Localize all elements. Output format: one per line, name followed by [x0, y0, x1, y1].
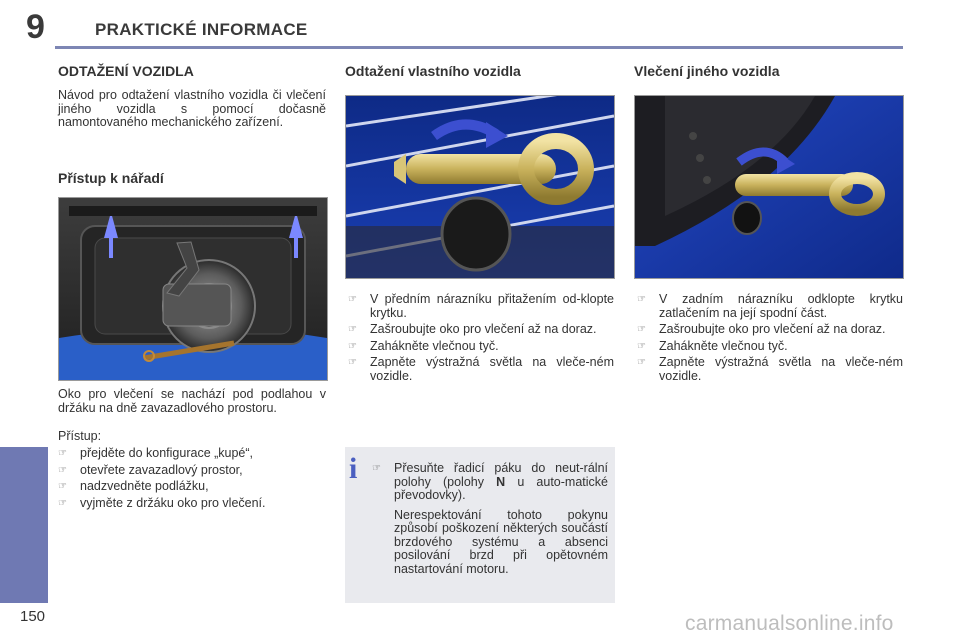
- hand-pointer-icon: ☞: [58, 464, 67, 476]
- trunk-illustration: [59, 198, 327, 380]
- hand-pointer-icon: ☞: [58, 497, 67, 509]
- header-rule: [55, 46, 903, 49]
- intro-paragraph: Návod pro odtažení vlastního vozidla či vlečení jiného vozidla s pomocí dočasně namontovaného mechanického zařízení.: [58, 88, 326, 129]
- hand-pointer-icon: ☞: [348, 340, 357, 352]
- list-item: ☞ Zapněte výstražná světla na vleče-ném vozidle.: [637, 355, 903, 383]
- hand-pointer-icon: ☞: [58, 481, 67, 492]
- access-label: Přístup:: [58, 429, 102, 443]
- hand-pointer-icon: ☞: [372, 463, 381, 474]
- hand-pointer-icon: ☞: [637, 340, 646, 352]
- front-bumper-illustration: [346, 96, 614, 278]
- info-list: [372, 462, 608, 503]
- section-title-own-vehicle: Odtažení vlastního vozidla: [345, 63, 521, 79]
- trunk-photo: [58, 197, 328, 381]
- info-content: [372, 462, 608, 576]
- hand-pointer-icon: ☞: [637, 357, 646, 368]
- gear-instruction: Přesuňte řadicí páku do neut-rální polohy (polohy N u auto-matické převodovky).: [394, 461, 608, 502]
- access-steps-list: [58, 447, 326, 513]
- location-paragraph: Oko pro vlečení se nachází pod podlahou v držáku na dně zavazadlového prostoru.: [58, 387, 326, 415]
- watermark: carmanualsonline.info: [685, 612, 894, 635]
- chapter-number: 9: [26, 8, 45, 46]
- front-bumper-photo: [345, 95, 615, 279]
- rear-bumper-photo: [634, 95, 904, 279]
- section-title-other-vehicle: Vlečení jiného vozidla: [634, 63, 780, 79]
- list-item: ☞ Zapněte výstražná světla na vleče-ném vozidle.: [348, 355, 614, 383]
- info-warning: Nerespektování tohoto pokynu způsobí poškození některých součástí brzdového systému a absenci posilování brzd při opětovném nastartování motoru.: [394, 507, 608, 576]
- page-number: 150: [20, 608, 46, 625]
- list-item: ☞ přejděte do konfigurace „kupé“,: [58, 446, 254, 460]
- chapter-side-tab: [0, 447, 48, 603]
- list-item: ☞ V zadním nárazníku odklopte krytku zatlačením na její spodní část.: [637, 292, 903, 320]
- list-item: ☞ Zahákněte vlečnou tyč.: [637, 338, 788, 353]
- list-item: ☞ otevřete zavazadlový prostor,: [58, 462, 243, 477]
- hand-pointer-icon: ☞: [348, 357, 357, 368]
- hand-pointer-icon: ☞: [637, 294, 646, 305]
- hand-pointer-icon: ☞: [58, 448, 67, 459]
- hand-pointer-icon: ☞: [348, 324, 357, 335]
- hand-pointer-icon: ☞: [348, 294, 357, 305]
- list-item: ☞ V předním nárazníku přitažením od-klopte krytku.: [348, 292, 614, 320]
- gear-position-n: N: [496, 474, 506, 489]
- hand-pointer-icon: ☞: [637, 324, 646, 335]
- list-item: ☞ Zahákněte vlečnou tyč.: [348, 338, 499, 353]
- list-item: [372, 462, 608, 503]
- info-icon: i: [349, 452, 358, 485]
- list-item: ☞ vyjměte z držáku oko pro vlečení.: [58, 495, 266, 510]
- list-item: ☞ Zašroubujte oko pro vlečení až na doraz.: [348, 322, 597, 336]
- rear-bumper-illustration: [635, 96, 903, 278]
- section-title-towing: ODTAŽENÍ VOZIDLA: [58, 63, 194, 79]
- list-item: ☞ nadzvedněte podlážku,: [58, 479, 209, 493]
- rear-steps-list: [637, 293, 903, 386]
- front-steps-list: [348, 293, 614, 386]
- subtitle-tool-access: Přístup k nářadí: [58, 170, 164, 186]
- list-item: ☞ Zašroubujte oko pro vlečení až na doraz.: [637, 322, 886, 336]
- chapter-title: PRAKTICKÉ INFORMACE: [95, 20, 308, 39]
